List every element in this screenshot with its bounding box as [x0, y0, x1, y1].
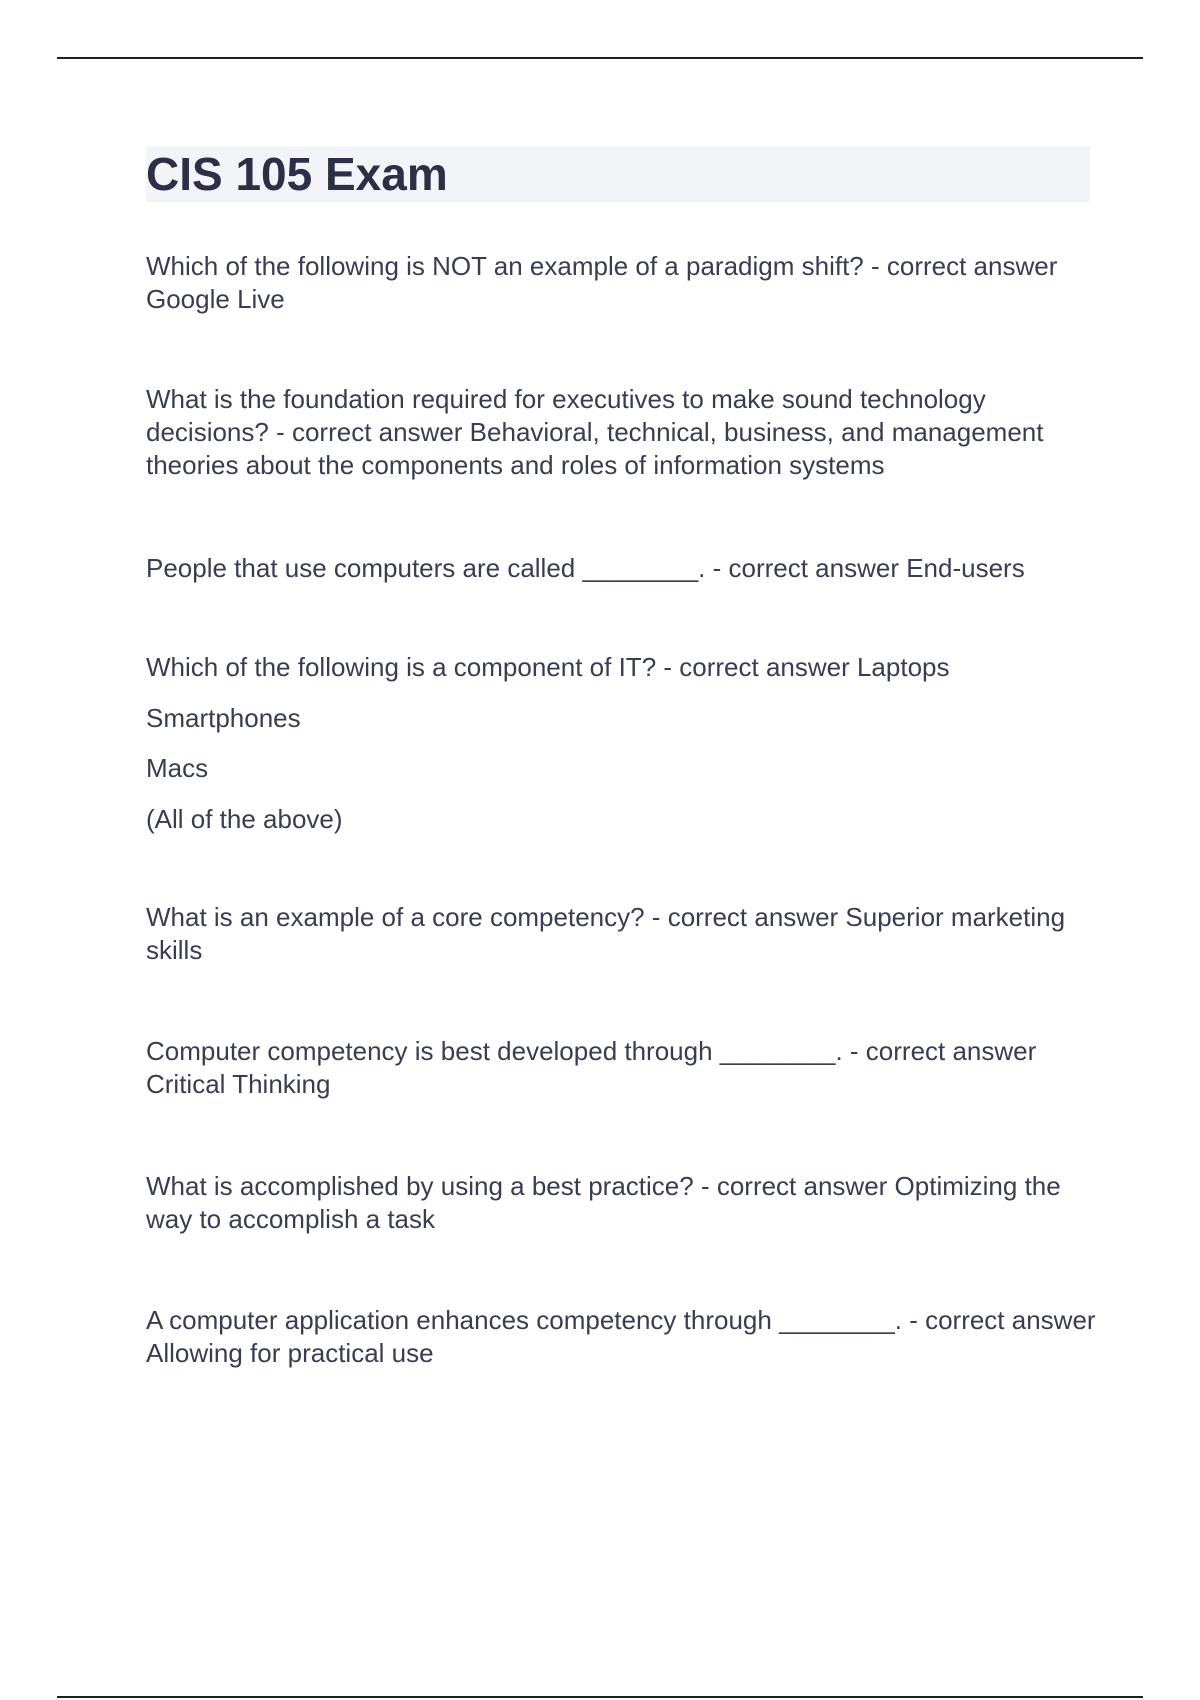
qa-item-6: Computer competency is best developed through ________. - correct answer Critical Thinking: [146, 1036, 1037, 1099]
qa-item-2: What is the foundation required for executives to make sound technology decisions? - correct answer Behavioral, technical, business, and management theories about the components and roles of information systems: [146, 384, 1044, 480]
qa-item-3: People that use computers are called ________. - correct answer End-users: [146, 553, 1025, 583]
top-rule: [57, 57, 1143, 59]
qa-item-4-line-4: (All of the above): [146, 804, 343, 834]
qa-item-4-line-2: Smartphones: [146, 703, 301, 733]
qa-item-7: What is accomplished by using a best practice? - correct answer Optimizing the way to accomplish a task: [146, 1171, 1061, 1234]
qa-item-4-line-3: Macs: [146, 753, 209, 783]
qa-item-1: Which of the following is NOT an example of a paradigm shift? - correct answer Google Live: [146, 251, 1058, 314]
page-title: CIS 105 Exam: [146, 148, 448, 200]
qa-item-5: What is an example of a core competency? - correct answer Superior marketing skills: [146, 902, 1066, 965]
qa-item-8: A computer application enhances competency through ________. - correct answer Allowing for practical use: [146, 1305, 1096, 1368]
bottom-rule: [57, 1696, 1143, 1698]
qa-item-4: Which of the following is a component of IT? - correct answer Laptops: [146, 652, 950, 682]
